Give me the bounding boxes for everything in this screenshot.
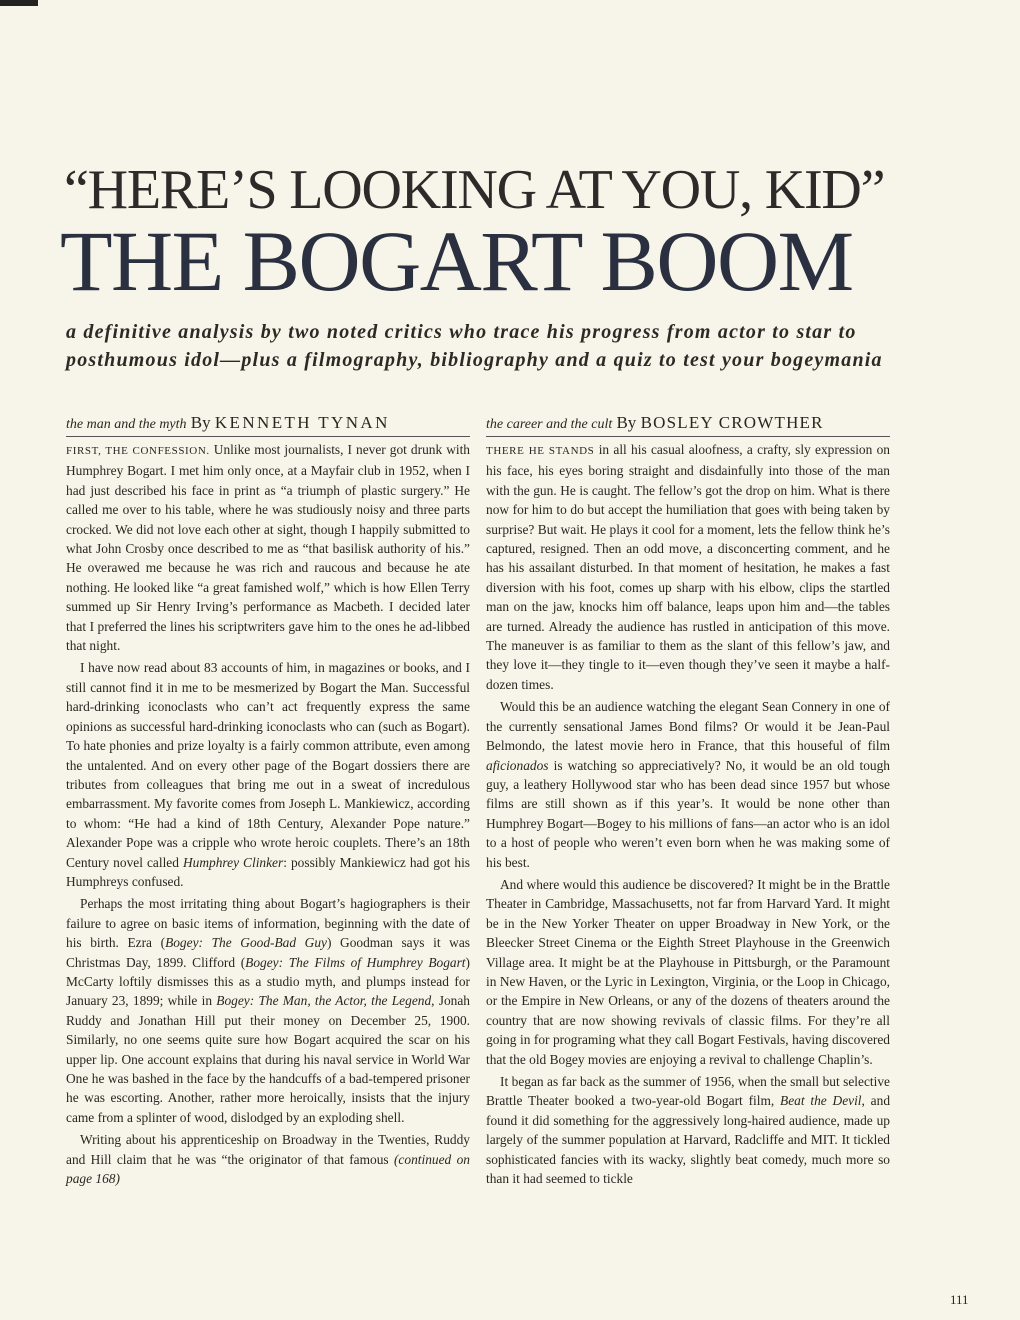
left-paragraph-3 <box>66 894 470 1127</box>
right-p2-b: is watching so appreciatively? No, it would be an old tough guy, a leathery Hollywood star who has been dead since 1957 but whose films are still shown as if this year’s. It would be none other than Humphrey Bogart—Bogey to his millions of fans—an actor who is an idol to a host of people who weren’t even born when he was making some of his best. <box>486 757 890 870</box>
left-p3-b: ) Goodman says it was Christmas Day, 1899. Clifford ( <box>66 935 470 970</box>
right-p4-film-title: Beat the Devil <box>780 1093 862 1109</box>
right-column <box>486 414 890 1188</box>
right-paragraph-1 <box>486 440 890 694</box>
right-paragraph-4 <box>486 1072 890 1188</box>
left-paragraph-2 <box>66 658 470 891</box>
deck-line-1: a definitive analysis by two noted critics who trace his progress from actor to star to <box>66 321 857 343</box>
right-paragraph-2 <box>486 697 890 872</box>
page-number: 111 <box>950 1292 969 1307</box>
right-section-label: the career and the cult <box>486 417 613 432</box>
left-p3-a: Perhaps the most irritating thing about Bogart’s hagiographers is their failure to agree on basic items of information, beginning with the date of his birth. Ezra ( <box>66 896 470 951</box>
deck-line-2: posthumous idol—plus a filmography, bibliography and a quiz to test your bogeymania <box>66 349 883 371</box>
left-section-label: the man and the myth <box>66 417 187 432</box>
left-p3-d: , Jonah Ruddy and Jonathan Hill put their money on December 25, 1900. Similarly, no one seems quite sure how Bogart acquired the scar on his upper lip. One account explains that during his naval service in World War One he was bashed in the face by the handcuffs of a bad-tempered prisoner he was escorting. Another, rather more heroically, insists that the injury came from a splinter of wood, dislodged by an exploding shell. <box>66 993 470 1125</box>
kicker-quote: “HERE’S LOOKING AT YOU, KID” <box>64 159 885 221</box>
left-byline <box>66 414 470 437</box>
left-p1-text: Unlike most journalists, I never got drunk with Humphrey Bogart. I met him only once, at a Mayfair club in 1952, when I had just described his face in print as “a triumph of plastic surgery.” He called me over to his table, where he was studiously noisy and three parts crocked. We did not love each other at sight, though I happily submitted to what John Crosby once described to me as “that basilisk authority of his.” He overawed me because he was rich and raucous and because he ate nothing. He looked like “a great famished wolf,” which is how Ellen Terry summed up Sir Henry Irving’s performance as Macbeth. I decided later that I preferred the lines his scriptwriters gave him to the ones he ad-libbed that night. <box>66 442 471 654</box>
right-body <box>486 440 890 1188</box>
left-p2-text: I have now read about 83 accounts of him, in magazines or books, and I still cannot find it in me to be mesmerized by Bogart the Man. Successful hard-drinking iconoclasts who can’t act frequently express the same opinions as successful hard-drinking iconoclasts who can (such as Bogart). To hate phonies and prize loyalty is a fairly common attribute, even among the untalented. And on every other page of the Bogart dossiers there are tributes from colleagues that bring me out in a sweat of incredulous embarrassment. My favorite comes from Joseph L. Mankiewicz, according to whom: “He had a kind of 18th Century, Alexander Pope nature.” Alexander Pope was a cripple who wrote heroic couplets. There’s an 18th Century novel called <box>66 660 470 870</box>
left-paragraph-1 <box>66 440 470 655</box>
right-paragraph-3 <box>486 875 890 1069</box>
left-body <box>66 440 470 1188</box>
left-p3-title-2: Bogey: The Films of Humphrey Bogart <box>245 954 466 970</box>
left-column <box>66 414 470 1188</box>
continued-note: (continued on page 168) <box>66 1151 470 1187</box>
left-p3-c: ) McCarty loftily dismisses this as a studio myth, and plumps instead for January 23, 1899; while in <box>66 954 470 1009</box>
left-p2-book-title: Humphrey Clinker <box>182 854 284 870</box>
left-author: KENNETH TYNAN <box>214 413 390 432</box>
right-by: By <box>616 413 637 432</box>
right-p4-b: , and found it did something for the aggressively long-haired audience, made up largely of the summer population at Harvard, Radcliffe and MIT. It tickled sophisticated fancies with its wacky, slightly beat comedy, much more so than it had seemed to tickle <box>486 1093 891 1187</box>
left-p4-text: Writing about his apprenticeship on Broadway in the Twenties, Ruddy and Hill claim that he was “the originator of that famous <box>66 1132 470 1167</box>
deck-subtitle <box>66 318 966 374</box>
right-p2-italic: aficionados <box>486 757 549 773</box>
left-paragraph-4 <box>66 1130 470 1188</box>
right-p3-text: And where would this audience be discovered? It might be in the Brattle Theater in Cambridge, Massachusetts, not far from Harvard Yard. It might be in the New Yorker Theater on upper Broadway in New York, or the Bleecker Street Cinema or the Eighth Street Playhouse in the Greenwich Village area. It might be at the Playhouse in Pittsburgh, or the Paramount in New Haven, or the Lyric in Lexington, Virginia, or the Loop in Chicago, or the Empire in New Orleans, or any of the dozens of theaters around the country that are now showing revivals of classic films. For they’re all going in for programing what they call Bogart Festivals, having discovered that the old Bogey movies are enjoying a revival to challenge Chaplin’s. <box>486 876 890 1067</box>
left-by: By <box>190 413 211 432</box>
right-author: BOSLEY CROWTHER <box>640 413 824 432</box>
corner-rule <box>0 0 38 6</box>
right-lead-in: THERE HE STANDS <box>486 445 595 457</box>
left-p3-title-3: Bogey: The Man, the Actor, the Legend <box>216 993 432 1009</box>
right-p2-a: Would this be an audience watching the elegant Sean Connery in one of the currently sensational James Bond films? Or would it be Jean-Paul Belmondo, the latest movie hero in France, that this houseful of film <box>486 699 890 754</box>
left-p3-title-1: Bogey: The Good-Bad Guy <box>165 935 327 951</box>
left-p2-end: : possibly Mankiewicz had got his Humphreys confused. <box>66 854 471 889</box>
right-p1-text: in all his casual aloofness, a crafty, sly expression on his face, his eyes boring straight and disdainfully into those of the man with the gun. He is caught. The fellow’s got the drop on him. What is there now for him to do but accept the humiliation that goes with being taken by surprise? But wait. He plays it cool for a moment, lets the fellow think he’s captured, resigned. Then an odd move, a disconcerting comment, and he has his assailant disturbed. In that moment of hesitation, he makes a fast diversion with his foot, comes up sharp with his elbow, clips the startled man on the jaw, knocks him off balance, leaps upon him and—the tables are turned. Already the audience has rustled in anticipation of this move. The maneuver is as familiar to them as the slant of this fellow’s jaw, and they love it—they tingle to it—even though they’ve seen it maybe a half-dozen times. <box>486 442 890 692</box>
right-p4-a: It began as far back as the summer of 1956, when the small but selective Brattle Theater booked a two-year-old Bogart film, <box>486 1074 890 1109</box>
left-lead-in: FIRST, THE CONFESSION. <box>66 445 210 457</box>
page-title: THE BOGART BOOM <box>60 213 853 309</box>
right-byline <box>486 414 890 437</box>
